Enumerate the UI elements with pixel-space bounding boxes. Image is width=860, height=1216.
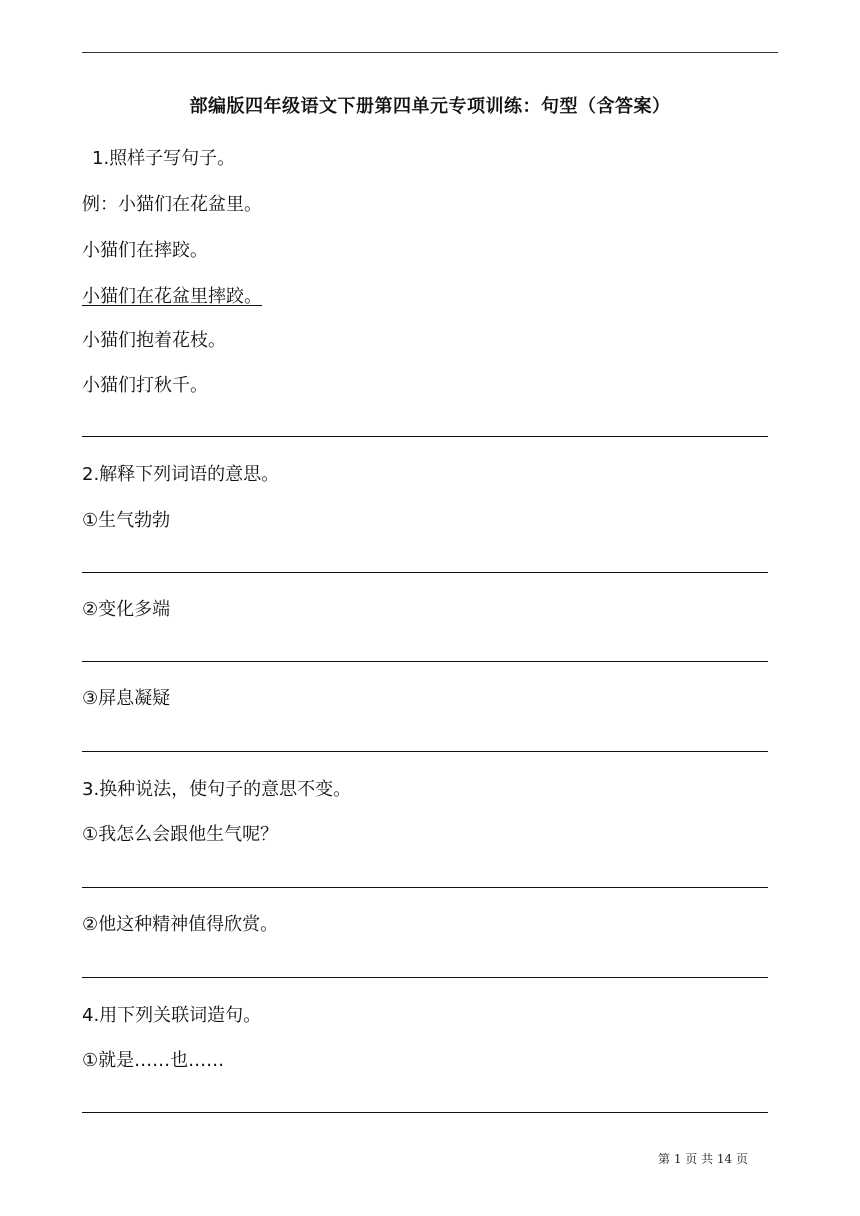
question-2-prompt: 2.解释下列词语的意思。 [82,464,280,485]
example-part: 小猫们在摔跤。 [82,240,208,261]
q2-item-2: ②变化多端 [82,599,171,620]
example-answer: 小猫们在花盆里摔跤。 [82,286,262,307]
question-4-prompt: 4.用下列关联词造句。 [82,1005,262,1026]
page-footer: 第 1 页 共 14 页 [658,1152,748,1166]
answer-line-q2-1[interactable] [82,572,768,573]
answer-line-q1[interactable] [82,436,768,437]
exercise-part-2: 小猫们打秋千。 [82,375,208,396]
q3-item-1: ①我怎么会跟他生气呢？ [82,824,279,845]
question-1-prompt: 1.照样子写句子。 [92,148,236,169]
example-line: 例：小猫们在花盆里。 [82,194,262,215]
question-3-prompt: 3.换种说法，使句子的意思不变。 [82,779,352,800]
exercise-part-1: 小猫们抱着花枝。 [82,330,226,351]
answer-line-q4-1[interactable] [82,1112,768,1113]
answer-line-q2-3[interactable] [82,751,768,752]
q4-item-1: ①就是……也…… [82,1050,225,1071]
header-rule [82,52,778,53]
answer-line-q3-2[interactable] [82,977,768,978]
q3-item-2: ②他这种精神值得欣赏。 [82,914,279,935]
q2-item-1: ①生气勃勃 [82,510,171,531]
answer-line-q3-1[interactable] [82,887,768,888]
page-title: 部编版四年级语文下册第四单元专项训练：句型（含答案） [189,96,671,117]
q2-item-3: ③屏息凝疑 [82,688,171,709]
answer-line-q2-2[interactable] [82,661,768,662]
